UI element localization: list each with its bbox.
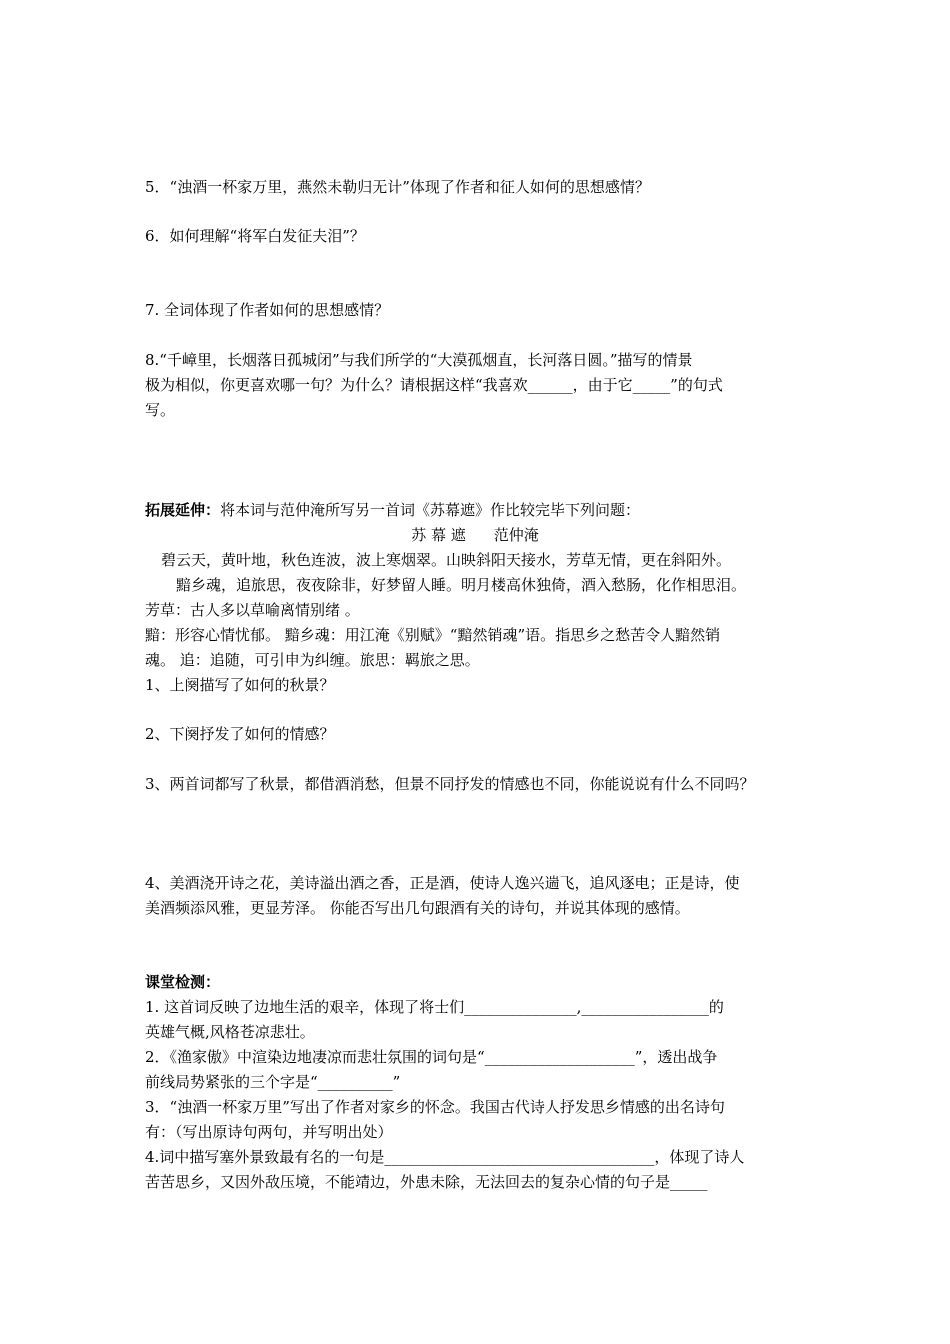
question-6: 6．如何理解“将军白发征夫泪”？ bbox=[145, 227, 365, 245]
extension-question-3: 3、两首词都写了秋景，都借酒消愁，但景不同抒发的情感也不同，你能说说有什么不同吗？ bbox=[145, 775, 755, 793]
test-question-4-line-1: 4.词中描写塞外景致最有名的一句是____________________________________，体现了诗人 bbox=[145, 1148, 745, 1166]
test-question-4-line-2: 苦苦思乡，又因外敌压境，不能靖边，外患未除，无法回去的复杂心情的句子是_____ bbox=[145, 1173, 708, 1191]
note-an-line-2: 魂。 追：追随，可引申为纠缠。旅思：羁旅之思。 bbox=[145, 651, 480, 669]
test-question-2-line-1: 2．《渔家傲》中渲染边地凄凉而悲壮氛围的词句是“____________________”，透出战争 bbox=[145, 1048, 718, 1066]
test-heading: 课堂检测： bbox=[145, 973, 221, 991]
test-question-1-line-2: 英雄气概,风格苍凉悲壮。 bbox=[145, 1023, 315, 1041]
question-5: 5．“浊酒一杯家万里，燕然未勒归无计”体现了作者和征人如何的思想感情？ bbox=[145, 178, 650, 196]
extension-intro: 将本词与范仲淹所写另一首词《苏幕遮》作比较完毕下列问题： bbox=[220, 501, 641, 519]
poem-title-line bbox=[0, 525, 950, 545]
extension-heading: 拓展延伸： bbox=[145, 501, 221, 519]
question-7: 7. 全词体现了作者如何的思想感情？ bbox=[145, 301, 390, 319]
test-question-2-line-2: 前线局势紧张的三个字是“__________” bbox=[145, 1073, 401, 1091]
poem-author: 范仲淹 bbox=[493, 526, 539, 544]
question-8-line-2: 极为相似，你更喜欢哪一句？为什么？请根据这样“我喜欢______，由于它_____”的句式 bbox=[145, 376, 723, 394]
extension-question-1: 1、上阕描写了如何的秋景？ bbox=[145, 676, 335, 694]
question-8-line-3: 写。 bbox=[145, 401, 176, 419]
extension-question-4-line-1: 4、美酒浇开诗之花，美诗溢出酒之香，正是酒，使诗人逸兴遄飞，追风逐电；正是诗，使 bbox=[145, 874, 740, 892]
note-an-line-1: 黯：形容心情忧郁。 黯乡魂：用江淹《别赋》“黯然销魂”语。指思乡之愁苦令人黯然销 bbox=[145, 626, 721, 644]
test-question-3-line-1: 3．“浊酒一杯家万里”写出了作者对家乡的怀念。我国古代诗人抒发思乡情感的出名诗句 bbox=[145, 1098, 725, 1116]
poem-title: 苏 幕 遮 bbox=[411, 526, 466, 544]
question-8-line-1: 8.“千嶂里，长烟落日孤城闭”与我们所学的“大漠孤烟直，长河落日圆。”描写的情景 bbox=[145, 351, 693, 369]
extension-question-2: 2、下阕抒发了如何的情感？ bbox=[145, 725, 335, 743]
poem-line-2: 黯乡魂，追旅思，夜夜除非，好梦留人睡。明月楼高休独倚，酒入愁肠，化作相思泪。 bbox=[176, 576, 747, 594]
extension-intro-line bbox=[145, 500, 640, 520]
test-question-3-line-2: 有：（写出原诗句两句，并写明出处） bbox=[145, 1123, 393, 1141]
poem-line-1: 碧云天，黄叶地，秋色连波，波上寒烟翠。山映斜阳天接水，芳草无情，更在斜阳外。 bbox=[161, 551, 732, 569]
note-fangcao: 芳草：古人多以草喻离情别绪 。 bbox=[145, 601, 360, 619]
test-question-1-line-1: 1. 这首词反映了边地生活的艰辛，体现了将士们_______________,_________________的 bbox=[145, 998, 724, 1016]
extension-question-4-line-2: 美酒频添风雅，更显芳泽。 你能否写出几句跟酒有关的诗句，并说其体现的感情。 bbox=[145, 899, 690, 917]
